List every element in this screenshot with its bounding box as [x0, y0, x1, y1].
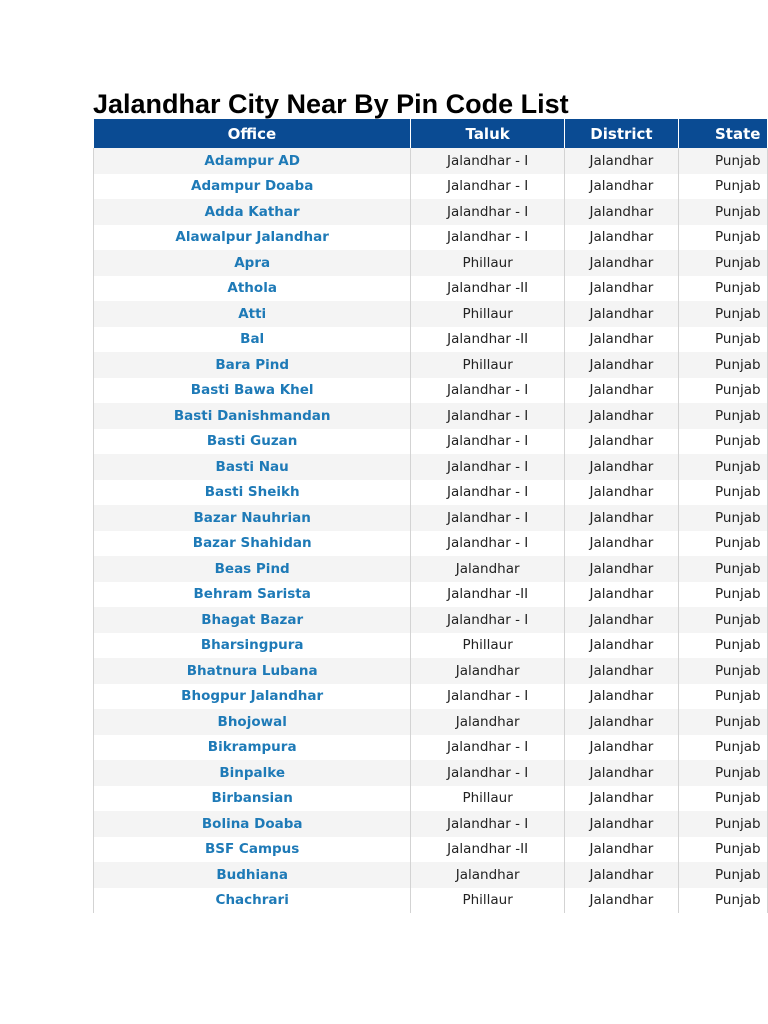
office-cell: Basti Danishmandan [94, 403, 411, 429]
table-row [94, 658, 768, 684]
district-cell: Jalandhar [564, 837, 678, 863]
state-cell: Punjab [678, 454, 767, 480]
taluk-cell: Jalandhar - I [411, 199, 565, 225]
district-cell: Jalandhar [564, 429, 678, 455]
taluk-cell: Jalandhar - I [411, 429, 565, 455]
table-row [94, 684, 768, 710]
district-cell: Jalandhar [564, 505, 678, 531]
taluk-cell: Jalandhar - I [411, 735, 565, 761]
taluk-cell: Jalandhar -II [411, 276, 565, 302]
office-cell: Bharsingpura [94, 633, 411, 659]
office-cell: Alawalpur Jalandhar [94, 225, 411, 251]
district-cell: Jalandhar [564, 378, 678, 404]
taluk-cell: Jalandhar - I [411, 760, 565, 786]
state-cell: Punjab [678, 760, 767, 786]
state-cell: Punjab [678, 582, 767, 608]
office-cell: Birbansian [94, 786, 411, 812]
taluk-cell: Jalandhar - I [411, 811, 565, 837]
district-cell: Jalandhar [564, 276, 678, 302]
table-row [94, 429, 768, 455]
table-row [94, 403, 768, 429]
office-cell: Apra [94, 250, 411, 276]
state-cell: Punjab [678, 403, 767, 429]
district-cell: Jalandhar [564, 454, 678, 480]
taluk-cell: Phillaur [411, 352, 565, 378]
district-cell: Jalandhar [564, 582, 678, 608]
taluk-cell: Jalandhar - I [411, 607, 565, 633]
table-row [94, 480, 768, 506]
table-row [94, 811, 768, 837]
state-cell: Punjab [678, 709, 767, 735]
district-cell: Jalandhar [564, 684, 678, 710]
district-cell: Jalandhar [564, 352, 678, 378]
taluk-cell: Jalandhar -II [411, 837, 565, 863]
office-cell: Basti Guzan [94, 429, 411, 455]
state-cell: Punjab [678, 684, 767, 710]
table-row [94, 327, 768, 353]
state-cell: Punjab [678, 378, 767, 404]
pin-code-table [93, 119, 768, 913]
state-cell: Punjab [678, 480, 767, 506]
table-row [94, 250, 768, 276]
taluk-cell: Jalandhar - I [411, 480, 565, 506]
table-row [94, 556, 768, 582]
state-cell: Punjab [678, 786, 767, 812]
header-office: Office [94, 119, 411, 148]
state-cell: Punjab [678, 148, 767, 174]
taluk-cell: Jalandhar - I [411, 531, 565, 557]
table-row [94, 301, 768, 327]
page-title: Jalandhar City Near By Pin Code List [93, 89, 569, 119]
table-header-row [94, 119, 768, 148]
state-cell: Punjab [678, 301, 767, 327]
district-cell: Jalandhar [564, 658, 678, 684]
header-district: District [564, 119, 678, 148]
district-cell: Jalandhar [564, 225, 678, 251]
table-row [94, 352, 768, 378]
taluk-cell: Jalandhar [411, 556, 565, 582]
office-cell: Bolina Doaba [94, 811, 411, 837]
taluk-cell: Jalandhar - I [411, 505, 565, 531]
table-row [94, 735, 768, 761]
table-row [94, 837, 768, 863]
district-cell: Jalandhar [564, 862, 678, 888]
office-cell: Adampur Doaba [94, 174, 411, 200]
office-cell: Atti [94, 301, 411, 327]
office-cell: Basti Nau [94, 454, 411, 480]
taluk-cell: Phillaur [411, 250, 565, 276]
state-cell: Punjab [678, 658, 767, 684]
taluk-cell: Jalandhar - I [411, 684, 565, 710]
office-cell: Beas Pind [94, 556, 411, 582]
office-cell: Bhagat Bazar [94, 607, 411, 633]
office-cell: Bazar Nauhrian [94, 505, 411, 531]
taluk-cell: Phillaur [411, 301, 565, 327]
header-taluk: Taluk [411, 119, 565, 148]
taluk-cell: Jalandhar [411, 709, 565, 735]
taluk-cell: Jalandhar - I [411, 225, 565, 251]
table-row [94, 633, 768, 659]
table-row [94, 607, 768, 633]
district-cell: Jalandhar [564, 301, 678, 327]
taluk-cell: Jalandhar - I [411, 148, 565, 174]
district-cell: Jalandhar [564, 148, 678, 174]
table-row [94, 760, 768, 786]
taluk-cell: Jalandhar -II [411, 582, 565, 608]
district-cell: Jalandhar [564, 199, 678, 225]
district-cell: Jalandhar [564, 480, 678, 506]
district-cell: Jalandhar [564, 811, 678, 837]
taluk-cell: Jalandhar - I [411, 454, 565, 480]
office-cell: Adda Kathar [94, 199, 411, 225]
table-row [94, 786, 768, 812]
table-row [94, 276, 768, 302]
table-row [94, 148, 768, 174]
office-cell: Bhogpur Jalandhar [94, 684, 411, 710]
state-cell: Punjab [678, 633, 767, 659]
state-cell: Punjab [678, 174, 767, 200]
state-cell: Punjab [678, 811, 767, 837]
state-cell: Punjab [678, 327, 767, 353]
office-cell: Bhatnura Lubana [94, 658, 411, 684]
district-cell: Jalandhar [564, 250, 678, 276]
state-cell: Punjab [678, 352, 767, 378]
office-cell: Basti Sheikh [94, 480, 411, 506]
district-cell: Jalandhar [564, 556, 678, 582]
office-cell: Bara Pind [94, 352, 411, 378]
header-state: State [678, 119, 767, 148]
table-row [94, 454, 768, 480]
state-cell: Punjab [678, 199, 767, 225]
taluk-cell: Phillaur [411, 633, 565, 659]
district-cell: Jalandhar [564, 607, 678, 633]
table-row [94, 174, 768, 200]
state-cell: Punjab [678, 250, 767, 276]
district-cell: Jalandhar [564, 709, 678, 735]
state-cell: Punjab [678, 862, 767, 888]
office-cell: Bal [94, 327, 411, 353]
district-cell: Jalandhar [564, 174, 678, 200]
office-cell: Binpalke [94, 760, 411, 786]
state-cell: Punjab [678, 837, 767, 863]
taluk-cell: Jalandhar - I [411, 174, 565, 200]
table-row [94, 862, 768, 888]
state-cell: Punjab [678, 607, 767, 633]
state-cell: Punjab [678, 735, 767, 761]
table-row [94, 531, 768, 557]
district-cell: Jalandhar [564, 403, 678, 429]
district-cell: Jalandhar [564, 760, 678, 786]
office-cell: Chachrari [94, 888, 411, 914]
district-cell: Jalandhar [564, 531, 678, 557]
state-cell: Punjab [678, 429, 767, 455]
state-cell: Punjab [678, 505, 767, 531]
state-cell: Punjab [678, 276, 767, 302]
district-cell: Jalandhar [564, 735, 678, 761]
table-row [94, 225, 768, 251]
taluk-cell: Jalandhar - I [411, 378, 565, 404]
state-cell: Punjab [678, 531, 767, 557]
office-cell: Behram Sarista [94, 582, 411, 608]
state-cell: Punjab [678, 556, 767, 582]
office-cell: Athola [94, 276, 411, 302]
table-row [94, 582, 768, 608]
district-cell: Jalandhar [564, 633, 678, 659]
office-cell: Bhojowal [94, 709, 411, 735]
taluk-cell: Jalandhar -II [411, 327, 565, 353]
taluk-cell: Phillaur [411, 786, 565, 812]
district-cell: Jalandhar [564, 327, 678, 353]
office-cell: Bazar Shahidan [94, 531, 411, 557]
table-body [94, 148, 768, 913]
taluk-cell: Jalandhar [411, 658, 565, 684]
taluk-cell: Phillaur [411, 888, 565, 914]
office-cell: Bikrampura [94, 735, 411, 761]
table-row [94, 505, 768, 531]
office-cell: BSF Campus [94, 837, 411, 863]
office-cell: Adampur AD [94, 148, 411, 174]
district-cell: Jalandhar [564, 786, 678, 812]
table-row [94, 378, 768, 404]
state-cell: Punjab [678, 888, 767, 914]
taluk-cell: Jalandhar - I [411, 403, 565, 429]
taluk-cell: Jalandhar [411, 862, 565, 888]
district-cell: Jalandhar [564, 888, 678, 914]
office-cell: Budhiana [94, 862, 411, 888]
table-row [94, 888, 768, 914]
table-row [94, 709, 768, 735]
office-cell: Basti Bawa Khel [94, 378, 411, 404]
state-cell: Punjab [678, 225, 767, 251]
table-row [94, 199, 768, 225]
